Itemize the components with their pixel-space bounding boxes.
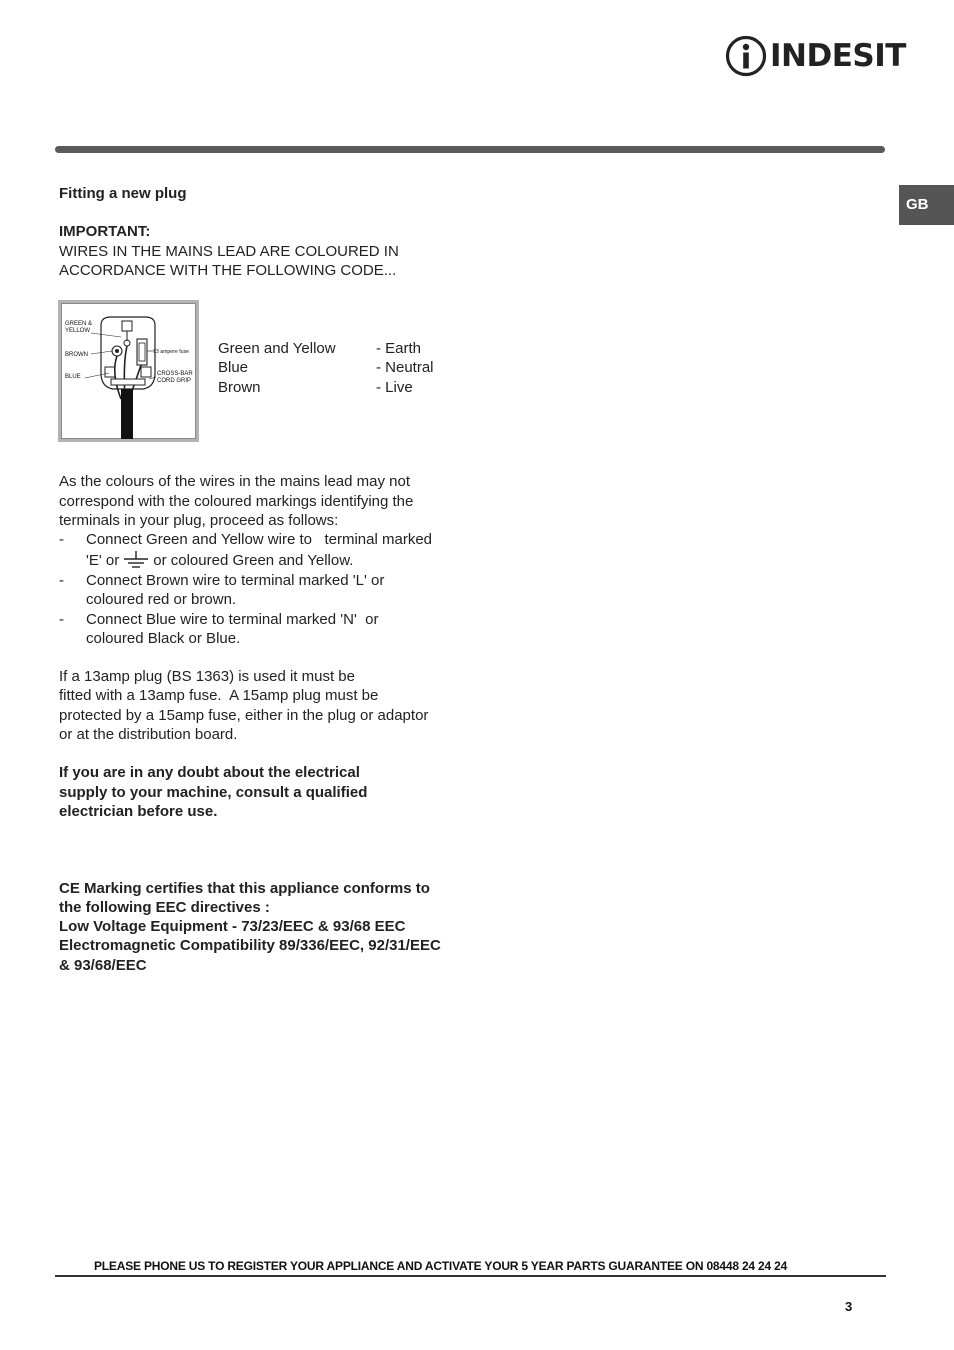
important-line-1: WIRES IN THE MAINS LEAD ARE COLOURED IN [59,243,399,260]
ce-line-4: Electromagnetic Compatibility 89/336/EEC, 92/31/EEC [59,937,441,954]
step-dash: - [59,531,64,548]
header-rule [55,146,885,153]
label-crossbar-1: CROSS-BAR [157,371,193,377]
brand-name: INDESIT [770,38,906,74]
ce-line-5: & 93/68/EEC [59,957,147,974]
step-text-line-1: Connect Blue wire to terminal marked 'N' or [86,611,379,628]
indesit-logo-icon [724,34,768,78]
label-green-yellow-1: GREEN & [65,321,93,327]
section-heading: Fitting a new plug [59,185,187,202]
step-text-part-b: or coloured Green and Yellow. [153,552,354,569]
doubt-line-2: supply to your machine, consult a qualified [59,784,368,801]
label-fuse: 13 ampere fuse [153,349,190,355]
label-brown: BROWN [65,352,88,358]
step-text-line-2: coloured red or brown. [86,591,237,608]
ce-line-3: Low Voltage Equipment - 73/23/EEC & 93/68 EEC [59,918,406,935]
step-text-line-2: coloured Black or Blue. [86,630,241,647]
important-label: IMPORTANT: [59,223,151,240]
earth-symbol-icon [123,551,149,569]
step-text-line-1: Connect Green and Yellow wire to terminal marked [86,531,433,548]
fuse-line-1: If a 13amp plug (BS 1363) is used it must be [59,668,355,685]
ce-line-2: the following EEC directives : [59,899,270,916]
wire-meaning: - Live [376,378,413,396]
wire-meaning: - Earth [376,340,422,357]
fuse-line-2: fitted with a 13amp fuse. A 15amp plug must be [59,687,379,704]
indesit-logo [724,34,906,78]
fuse-line-3: protected by a 15amp fuse, either in the plug or adaptor [59,707,429,724]
footer-rule [55,1275,886,1277]
important-line-2: ACCORDANCE WITH THE FOLLOWING CODE... [59,262,397,279]
label-green-yellow-2: YELLOW [65,328,91,334]
wire-code-row [218,358,434,377]
step-dash: - [59,572,64,589]
ce-line-1: CE Marking certifies that this appliance conforms to [59,880,430,897]
wire-meaning: - Neutral [376,359,434,377]
step-text-part-a: 'E' or [86,552,120,569]
intro-line-1: As the colours of the wires in the mains lead may not [59,473,411,490]
wire-colour: Blue [218,359,249,377]
label-crossbar-2: CORD GRIP [157,378,192,384]
doubt-line-3: electrician before use. [59,803,218,820]
language-tab: GB [899,185,954,225]
wire-code-row [218,378,434,397]
footer-register-notice: PLEASE PHONE US TO REGISTER YOUR APPLIANCE AND ACTIVATE YOUR 5 YEAR PARTS GUARANTEE ON 08448 24 24 24 [94,1259,788,1273]
wire-colour: Green and Yellow [218,340,336,357]
intro-line-3: terminals in your plug, proceed as follows: [59,512,339,529]
fuse-line-4: or at the distribution board. [59,726,238,743]
wire-code-row [218,339,434,358]
step-text-line-1: Connect Brown wire to terminal marked 'L' or [86,572,385,589]
doubt-line-1: If you are in any doubt about the electrical [59,764,360,781]
step-dash: - [59,611,64,628]
intro-line-2: correspond with the coloured markings identifying the [59,493,414,510]
step-text-line-2 [86,551,456,570]
label-blue: BLUE [65,374,81,380]
plug-diagram [58,300,199,442]
plug-wiring-illustration [61,303,196,439]
page-number: 3 [845,1299,853,1314]
wire-colour: Brown [218,378,261,396]
wire-code-table [218,339,434,397]
